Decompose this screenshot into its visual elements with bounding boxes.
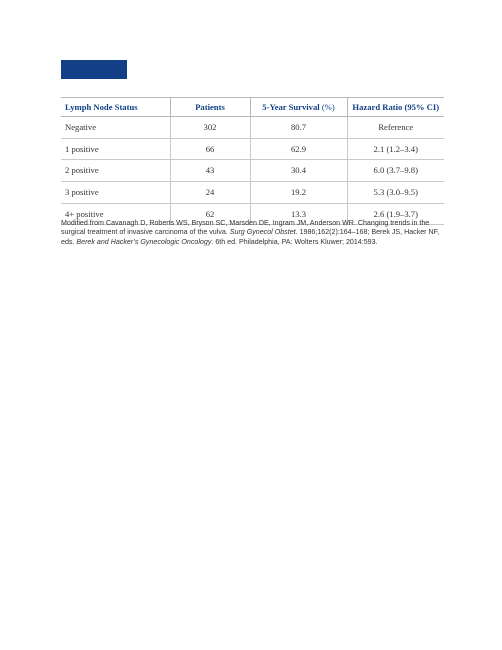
header-5-year-survival (250, 98, 347, 117)
header-hazard-ratio: Hazard Ratio (95% CI) (347, 98, 444, 117)
cell-survival: 30.4 (250, 160, 347, 182)
cell-survival: 13.3 (250, 203, 347, 225)
cell-hazard: 2.6 (1.9–3.7) (347, 203, 444, 225)
footnote-citation-part-1: Modified from Cavanagh D, Roberts WS, Bryson SC, Marsden DE, Ingram JM, Anderson WR. Changing trends in the surgical treatment of invasive carcinoma of the vulva. (61, 219, 430, 237)
lymph-node-survival-table (61, 97, 444, 225)
header-survival-unit: (%) (321, 101, 335, 112)
table-header-row (61, 98, 444, 117)
data-table-container (61, 97, 444, 225)
table-row (61, 117, 444, 139)
cell-survival: 80.7 (250, 117, 347, 139)
cell-hazard: Reference (347, 117, 444, 139)
cell-patients: 24 (170, 182, 250, 204)
table-row (61, 138, 444, 160)
cell-status: 3 positive (61, 182, 170, 204)
header-survival-label: 5-Year Survival (262, 101, 320, 112)
header-patients: Patients (170, 98, 250, 117)
cell-survival: 19.2 (250, 182, 347, 204)
cell-hazard: 5.3 (3.0–9.5) (347, 182, 444, 204)
table-row (61, 182, 444, 204)
header-lymph-node-status: Lymph Node Status (61, 98, 170, 117)
cell-patients: 43 (170, 160, 250, 182)
footnote-journal-title: Surg Gynecol Obstet (229, 228, 296, 237)
cell-patients: 66 (170, 138, 250, 160)
cell-hazard: 2.1 (1.2–3.4) (347, 138, 444, 160)
table-row (61, 160, 444, 182)
cell-status: 2 positive (61, 160, 170, 182)
cell-status: 4+ positive (61, 203, 170, 225)
cell-status: 1 positive (61, 138, 170, 160)
footnote-book-title: Berek and Hacker’s Gynecologic Oncology (76, 237, 212, 246)
cell-status: Negative (61, 117, 170, 139)
source-footnote (61, 219, 446, 247)
table-label-block (61, 60, 127, 79)
cell-hazard: 6.0 (3.7–9.8) (347, 160, 444, 182)
cell-survival: 62.9 (250, 138, 347, 160)
cell-patients: 62 (170, 203, 250, 225)
footnote-citation-part-2: . 1986;162(2):164–168; Berek JS, Hacker NF, eds. (61, 228, 440, 246)
footnote-citation-part-3: . 6th ed. Philadelphia, PA: Wolters Kluwer; 2014:593. (211, 237, 378, 246)
cell-patients: 302 (170, 117, 250, 139)
